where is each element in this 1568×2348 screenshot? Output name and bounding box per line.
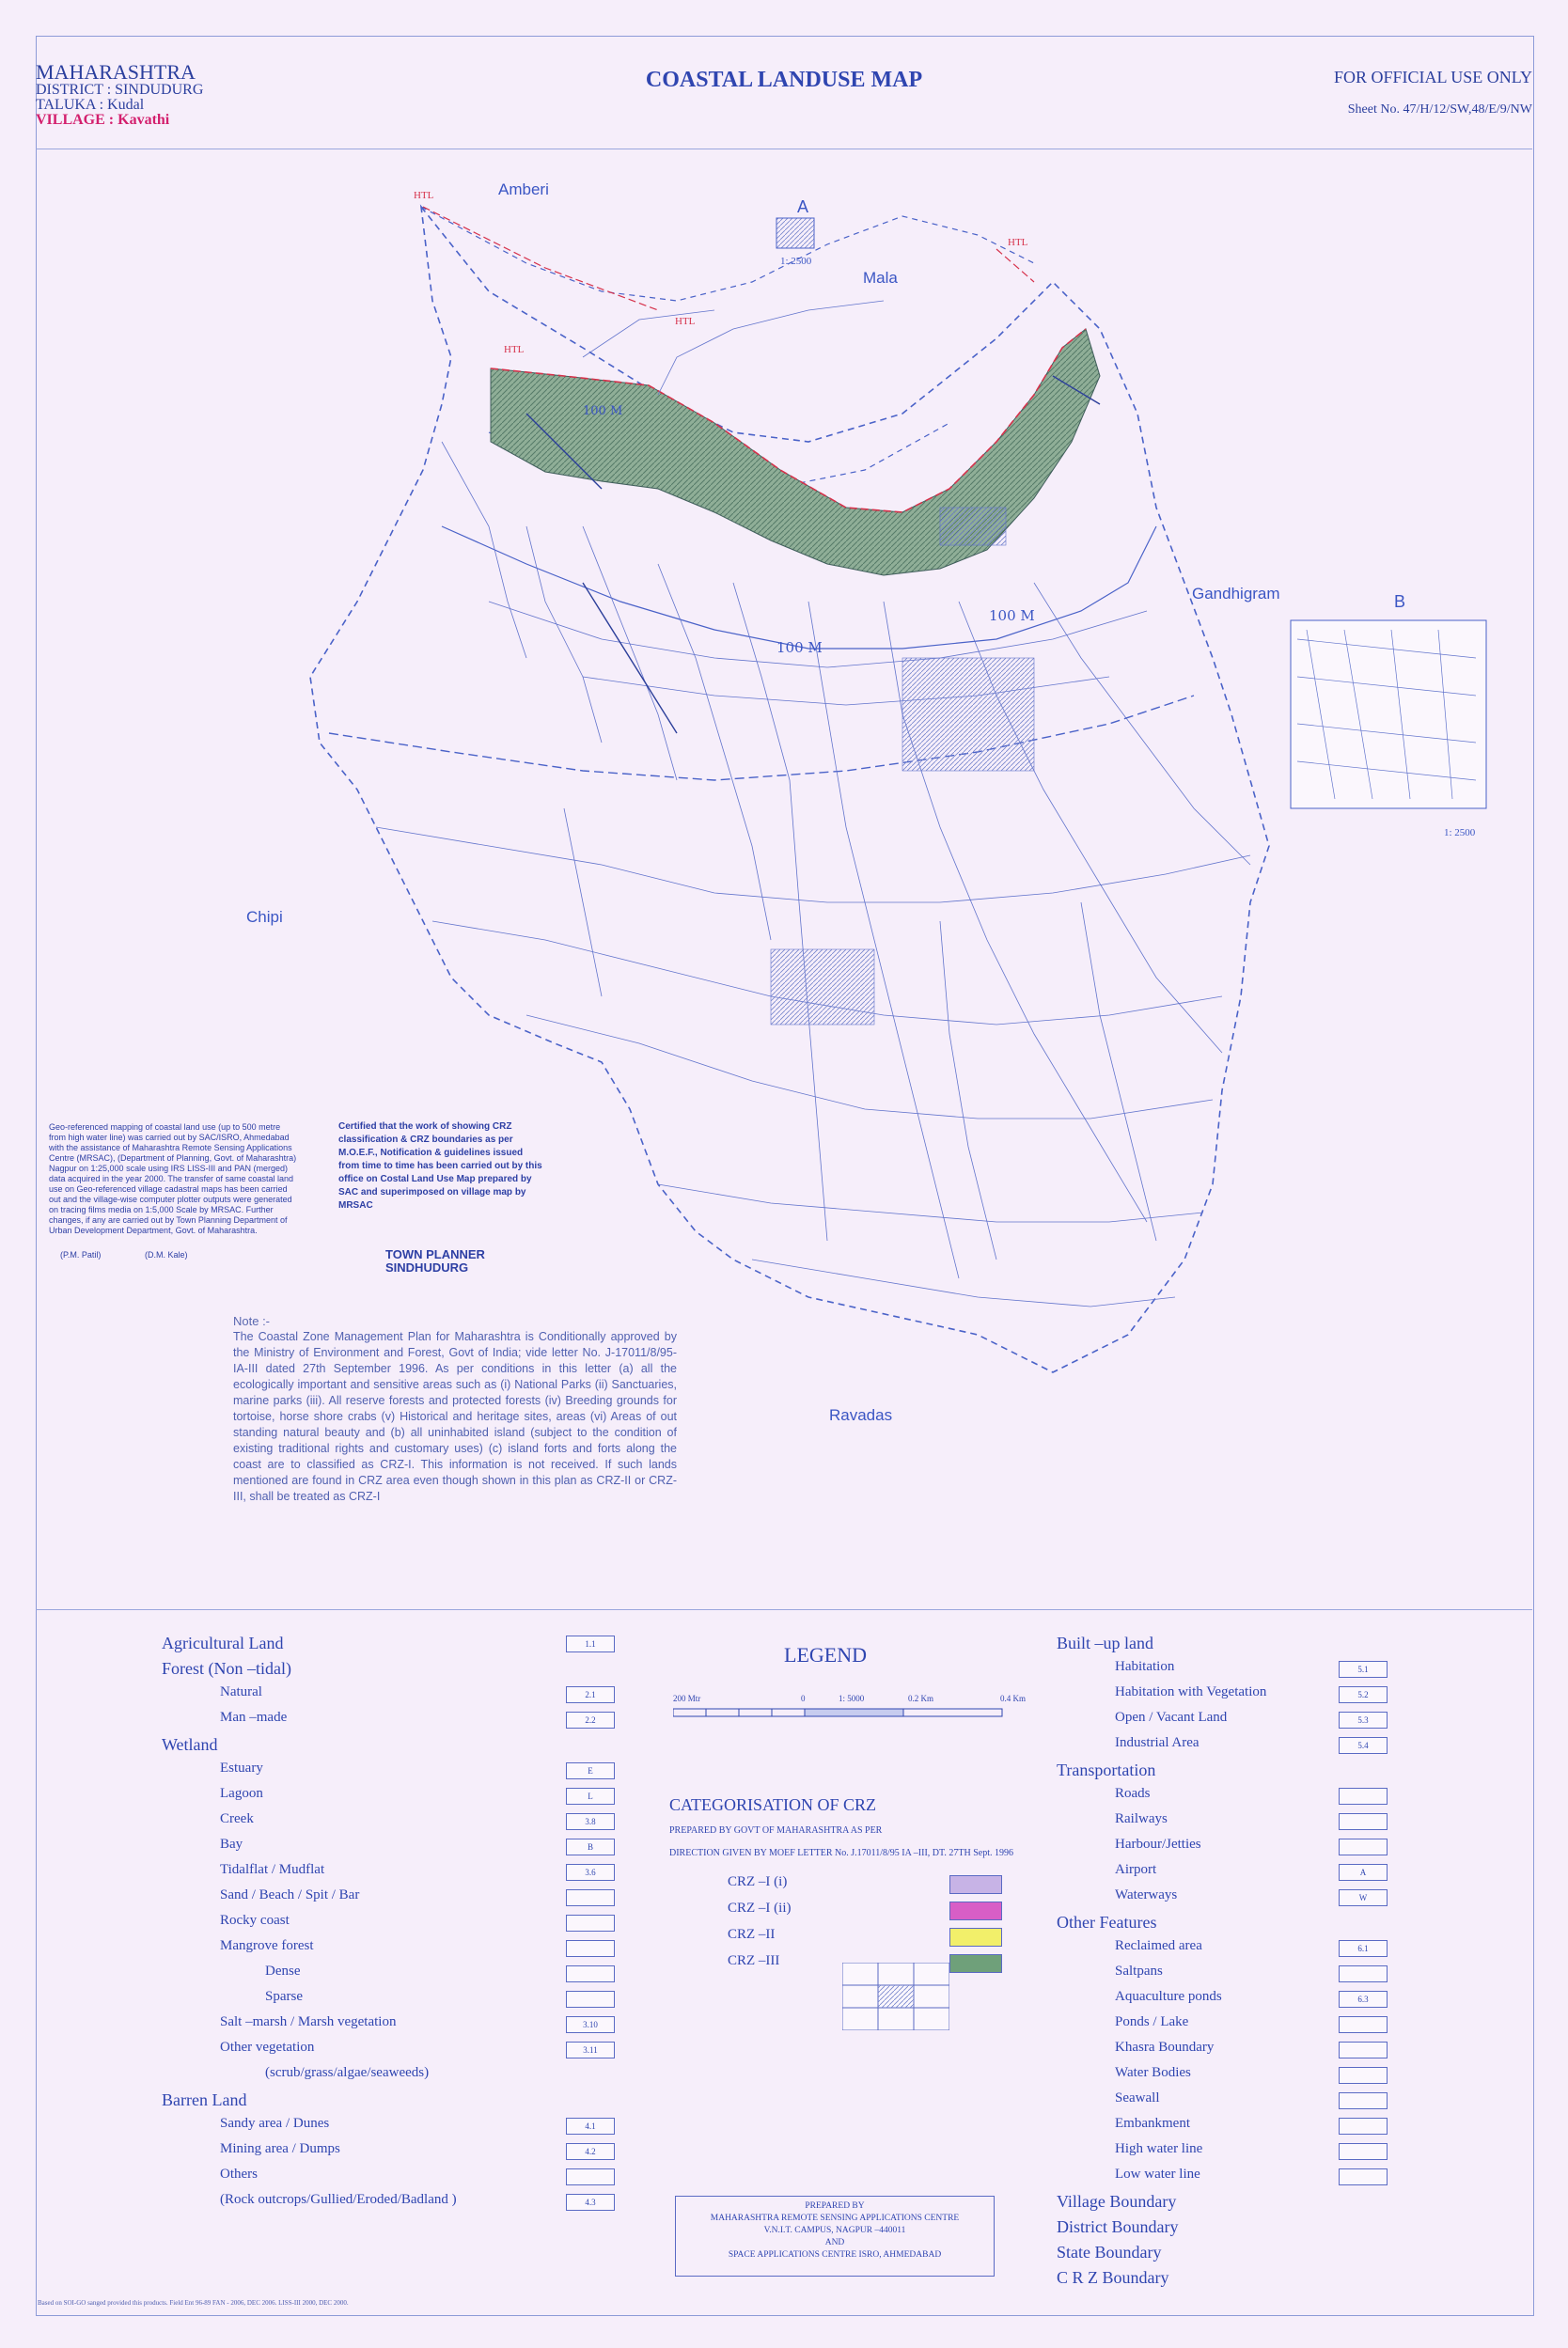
legend-swatch-dense bbox=[566, 1965, 615, 1982]
legend-label-waterways: Waterways bbox=[1115, 1887, 1178, 1902]
note-title: Note :- bbox=[233, 1314, 271, 1328]
place-gandhigram: Gandhigram bbox=[1192, 585, 1280, 603]
legend-label-district-boundary: District Boundary bbox=[1057, 2217, 1179, 2236]
legend-swatch-waterways: W bbox=[1339, 1889, 1388, 1906]
legend-label-seawall: Seawall bbox=[1115, 2090, 1160, 2105]
legend-label-lagoon: Lagoon bbox=[220, 1786, 263, 1801]
prepared-and: AND bbox=[824, 2238, 845, 2247]
legend-label-tidalflat-mudflat: Tidalflat / Mudflat bbox=[220, 1862, 325, 1877]
legend-swatch-harbour-jetties bbox=[1339, 1839, 1388, 1855]
legend-label-reclaimed-area: Reclaimed area bbox=[1115, 1938, 1202, 1953]
legend-swatch-agricultural-land: 1.1 bbox=[566, 1636, 615, 1652]
htl-label: HTL bbox=[414, 190, 434, 201]
htl-label: HTL bbox=[675, 316, 696, 327]
crz-swatch-crz-i-i bbox=[949, 1875, 1002, 1894]
legend-label-forest-non-tidal: Forest (Non –tidal) bbox=[162, 1659, 291, 1678]
certification-left: Geo-referenced mapping of coastal land use (up to 500 metre from high water line) was carried out by SAC/ISRO, Ahmedabad with the assistance of Maharashtra Remote Sensing Applications Centre (MRSAC), (Department of Planning, Govt. of Maharashtra) Nagpur on 1:25,000 scale using IRS LISS-III and PAN (merged) data acquired in the year 2000. The transfer of same coastal land use on Geo-referenced village cadastral maps has been carried out and the village-wise computer plotter outputs were generated on tracing films media on 1:5,000 Scale by MRSAC. Further changes, if any are carried out by Town Planning Department of Urban Development Department, Govt. of Maharashtra. bbox=[49, 1122, 297, 1235]
upper-boundary bbox=[421, 207, 1034, 301]
legend-swatch-embankment bbox=[1339, 2118, 1388, 2135]
legend-label-mangrove-forest: Mangrove forest bbox=[220, 1938, 314, 1953]
legend-swatch-railways bbox=[1339, 1813, 1388, 1830]
legend-title: LEGEND bbox=[784, 1643, 867, 1667]
legend-swatch-habitation-with-vegetation: 5.2 bbox=[1339, 1686, 1388, 1703]
crz-swatch-crz-i-ii bbox=[949, 1902, 1002, 1920]
legend-swatch-seawall bbox=[1339, 2092, 1388, 2109]
inset-b-label: B bbox=[1394, 592, 1406, 611]
legend-swatch-sandy-area-dunes: 4.1 bbox=[566, 2118, 615, 2135]
legend-swatch-other-vegetation: 3.11 bbox=[566, 2042, 615, 2058]
village-name: VILLAGE : Kavathi bbox=[36, 112, 170, 128]
legend-swatch-high-water-line bbox=[1339, 2143, 1388, 2160]
place-amberi: Amberi bbox=[498, 180, 549, 198]
legend-swatch-man-made: 2.2 bbox=[566, 1712, 615, 1729]
creek-mangrove-band bbox=[491, 329, 1100, 575]
legend-label-habitation: Habitation bbox=[1115, 1659, 1175, 1674]
map-title: COASTAL LANDUSE MAP bbox=[645, 68, 923, 92]
crz-line bbox=[423, 207, 658, 310]
town-planner-stamp bbox=[385, 1248, 485, 1275]
crz-line-2 bbox=[996, 249, 1034, 282]
legend-label-rocky-coast: Rocky coast bbox=[220, 1913, 290, 1928]
sheet-number: Sheet No. 47/H/12/SW,48/E/9/NW bbox=[1347, 102, 1532, 117]
legend-swatch-ponds-lake bbox=[1339, 2016, 1388, 2033]
town-planner-title: TOWN PLANNER bbox=[385, 1247, 485, 1261]
legend-swatch-open-vacant-land: 5.3 bbox=[1339, 1712, 1388, 1729]
legend-swatch-tidalflat-mudflat: 3.6 bbox=[566, 1864, 615, 1881]
legend-label-village-boundary: Village Boundary bbox=[1057, 2192, 1177, 2211]
inset-a-scale: 1: 2500 bbox=[780, 256, 812, 267]
crz-swatch-crz-iii bbox=[949, 1954, 1002, 1973]
crz-label-crz-i-ii: CRZ –I (ii) bbox=[728, 1901, 792, 1916]
inset-a-box bbox=[776, 218, 814, 248]
legend-label-creek: Creek bbox=[220, 1811, 254, 1826]
htl-label: HTL bbox=[1008, 237, 1028, 248]
town-planner-place: SINDHUDURG bbox=[385, 1260, 469, 1275]
place-chipi: Chipi bbox=[246, 908, 283, 926]
legend-label-aquaculture-ponds: Aquaculture ponds bbox=[1115, 1989, 1222, 2004]
scale-bar-left: 200 Mtr bbox=[673, 1694, 701, 1703]
legend-swatch-airport: A bbox=[1339, 1864, 1388, 1881]
scale-marker-line bbox=[583, 583, 677, 733]
legend-swatch-sand-beach-spit-bar bbox=[566, 1889, 615, 1906]
legend-label-other-features: Other Features bbox=[1057, 1913, 1157, 1932]
inset-a-label: A bbox=[797, 197, 809, 216]
legend-swatch-estuary: E bbox=[566, 1762, 615, 1779]
legend-label-saltpans: Saltpans bbox=[1115, 1964, 1163, 1979]
legend-swatch-lagoon: L bbox=[566, 1788, 615, 1805]
legend-swatch-mangrove-forest bbox=[566, 1940, 615, 1957]
crz-swatch-crz-ii bbox=[949, 1928, 1002, 1947]
prepared-line-2: V.N.I.T. CAMPUS, NAGPUR –440011 bbox=[763, 2226, 906, 2235]
distance-100m-label: 100 M bbox=[583, 404, 623, 418]
legend-swatch-rock-outcrops-gullied-eroded-badland: 4.3 bbox=[566, 2194, 615, 2211]
legend-label-agricultural-land: Agricultural Land bbox=[162, 1634, 284, 1652]
legend-swatch-industrial-area: 5.4 bbox=[1339, 1737, 1388, 1754]
prepared-by-box bbox=[675, 2196, 995, 2277]
certification-right: Certified that the work of showing CRZ classification & CRZ boundaries as per M.O.E.F., Notification & guidelines issued from time to time has been carried out by this office on Costal Land Use Map prepared by SAC and superimposed on village map by MRSAC bbox=[338, 1121, 542, 1211]
legend-label-habitation-with-vegetation: Habitation with Vegetation bbox=[1115, 1684, 1267, 1699]
legend-label-scrub-grass-algae-seaweeds: (scrub/grass/algae/seaweeds) bbox=[265, 2065, 430, 2080]
legend-label-low-water-line: Low water line bbox=[1115, 2167, 1200, 2182]
legend-label-wetland: Wetland bbox=[162, 1735, 218, 1754]
scale-bar-mid: 0.2 Km bbox=[908, 1694, 933, 1703]
note-text: The Coastal Zone Management Plan for Maharashtra is Conditionally approved by the Ministry of Environment and Forest, Govt of India; vide letter No. J-17011/8/95-IA-III dated 27th September 1996. As per conditions in this letter (a) all the ecologically important and sensitive areas such as (i) National Parks (ii) Sanctuaries, marine parks (iii). All reserve forests and protected forests (iv) Breeding grounds for tortoise, horse shore crabs (v) Historical and heritage sites, areas (vi) Areas of out standing natural beauty and (b) all uninhabited island (subject to the condition of existing traditional rights and customary uses) (c) island forts and forts along the coast are to classified as CRZ-I. This information is not received. If such lands mentioned are found in CRZ area even though shown in this plan as CRZ-II or CRZ-III, shall be treated as CRZ-I bbox=[233, 1330, 677, 1503]
legend-label-railways: Railways bbox=[1115, 1811, 1168, 1826]
legend-label-others: Others bbox=[220, 2167, 258, 2182]
settlement-cluster bbox=[902, 658, 1034, 771]
legend-label-embankment: Embankment bbox=[1115, 2116, 1190, 2131]
legend-label-water-bodies: Water Bodies bbox=[1115, 2065, 1191, 2080]
legend-label-mining-area-dumps: Mining area / Dumps bbox=[220, 2141, 340, 2156]
legend-divider bbox=[36, 1609, 1532, 1610]
scale-bar-ratio: 1: 5000 bbox=[839, 1694, 865, 1703]
legend-swatch-low-water-line bbox=[1339, 2168, 1388, 2185]
legend-swatch-reclaimed-area: 6.1 bbox=[1339, 1940, 1388, 1957]
legend-label-rock-outcrops-gullied-eroded-badland: (Rock outcrops/Gullied/Eroded/Badland ) bbox=[220, 2192, 457, 2207]
place-ravadas: Ravadas bbox=[829, 1406, 893, 1424]
state-name: MAHARASHTRA bbox=[36, 60, 196, 84]
taluka-name: TALUKA : Kudal bbox=[36, 97, 145, 113]
prepared-line-3: SPACE APPLICATIONS CENTRE ISRO, AHMEDABAD bbox=[728, 2250, 942, 2260]
legend-label-c-r-z-boundary: C R Z Boundary bbox=[1057, 2268, 1169, 2287]
legend-label-industrial-area: Industrial Area bbox=[1115, 1735, 1200, 1750]
legend-swatch-rocky-coast bbox=[566, 1915, 615, 1932]
prepared-title: PREPARED BY bbox=[805, 2201, 865, 2211]
prepared-line-1: MAHARASHTRA REMOTE SENSING APPLICATIONS CENTRE bbox=[710, 2214, 960, 2223]
legend-label-harbour-jetties: Harbour/Jetties bbox=[1115, 1837, 1201, 1852]
legend-label-khasra-boundary: Khasra Boundary bbox=[1115, 2040, 1215, 2055]
legend-label-open-vacant-land: Open / Vacant Land bbox=[1115, 1710, 1228, 1725]
legend-label-sandy-area-dunes: Sandy area / Dunes bbox=[220, 2116, 330, 2131]
legend-label-dense: Dense bbox=[265, 1964, 301, 1979]
signature-patil: (P.M. Patil) bbox=[60, 1250, 102, 1260]
scale-bar-zero: 0 bbox=[801, 1694, 806, 1703]
sheet-index-grid bbox=[842, 1963, 949, 2030]
legend-label-bay: Bay bbox=[220, 1837, 243, 1852]
htl-label: HTL bbox=[504, 344, 525, 355]
legend-swatch-khasra-boundary bbox=[1339, 2042, 1388, 2058]
place-mala: Mala bbox=[863, 269, 898, 287]
crz-label-crz-ii: CRZ –II bbox=[728, 1927, 776, 1942]
distance-100m-label: 100 M bbox=[989, 607, 1035, 624]
legend-swatch-sparse bbox=[566, 1991, 615, 2008]
legend-label-built-up-land: Built –up land bbox=[1057, 1634, 1153, 1652]
scale-bar-right: 0.4 Km bbox=[1000, 1694, 1026, 1703]
crz-subtitle-1: PREPARED BY GOVT OF MAHARASHTRA AS PER bbox=[669, 1825, 883, 1836]
legend-label-natural: Natural bbox=[220, 1684, 262, 1699]
crz-title: CATEGORISATION OF CRZ bbox=[669, 1795, 877, 1814]
legend-label-estuary: Estuary bbox=[220, 1761, 263, 1776]
legend-swatch-salt-marsh-marsh-vegetation: 3.10 bbox=[566, 2016, 615, 2033]
crz-label-crz-i-i: CRZ –I (i) bbox=[728, 1874, 788, 1889]
legend-label-salt-marsh-marsh-vegetation: Salt –marsh / Marsh vegetation bbox=[220, 2014, 397, 2029]
legend-label-airport: Airport bbox=[1115, 1862, 1157, 1877]
crz-boundary-lower bbox=[329, 696, 1194, 780]
legend-label-man-made: Man –made bbox=[220, 1710, 288, 1725]
legend-label-transportation: Transportation bbox=[1057, 1761, 1156, 1779]
legend-label-ponds-lake: Ponds / Lake bbox=[1115, 2014, 1189, 2029]
settlement-cluster bbox=[771, 949, 874, 1025]
footer-note: Based on SOI-GO sanged provided this products. Field Ent 96-89 FAN - 2006, DEC 2006. LISS-III 2000, DEC 2000. bbox=[38, 2299, 349, 2307]
crz-label-crz-iii: CRZ –III bbox=[728, 1953, 780, 1968]
legend-swatch-natural: 2.1 bbox=[566, 1686, 615, 1703]
legend-swatch-water-bodies bbox=[1339, 2067, 1388, 2084]
inset-b-scale: 1: 2500 bbox=[1444, 827, 1476, 838]
legend-label-barren-land: Barren Land bbox=[162, 2090, 247, 2109]
settlement-cluster bbox=[940, 508, 1006, 545]
legend-swatch-habitation: 5.1 bbox=[1339, 1661, 1388, 1678]
legend-label-state-boundary: State Boundary bbox=[1057, 2243, 1162, 2262]
legend-swatch-aquaculture-ponds: 6.3 bbox=[1339, 1991, 1388, 2008]
legend-label-high-water-line: High water line bbox=[1115, 2141, 1203, 2156]
legend-label-roads: Roads bbox=[1115, 1786, 1151, 1801]
legend-label-sparse: Sparse bbox=[265, 1989, 303, 2004]
legend-label-sand-beach-spit-bar: Sand / Beach / Spit / Bar bbox=[220, 1887, 360, 1902]
legend-swatch-bay: B bbox=[566, 1839, 615, 1855]
legend-swatch-creek: 3.8 bbox=[566, 1813, 615, 1830]
legend-label-other-vegetation: Other vegetation bbox=[220, 2040, 315, 2055]
crz-subtitle-2: DIRECTION GIVEN BY MOEF LETTER No. J.17011/8/95 IA –III, DT. 27TH Sept. 1996 bbox=[669, 1848, 1013, 1858]
distance-100m-label: 100 M bbox=[776, 639, 823, 656]
legend-swatch-others bbox=[566, 2168, 615, 2185]
district-name: DISTRICT : SINDUDURG bbox=[36, 82, 204, 98]
legend-swatch-saltpans bbox=[1339, 1965, 1388, 1982]
legend-swatch-mining-area-dumps: 4.2 bbox=[566, 2143, 615, 2160]
legend-swatch-roads bbox=[1339, 1788, 1388, 1805]
signature-kale: (D.M. Kale) bbox=[145, 1250, 188, 1260]
usage-label: FOR OFFICIAL USE ONLY bbox=[1333, 68, 1532, 86]
scale-bar bbox=[673, 1707, 1011, 1720]
